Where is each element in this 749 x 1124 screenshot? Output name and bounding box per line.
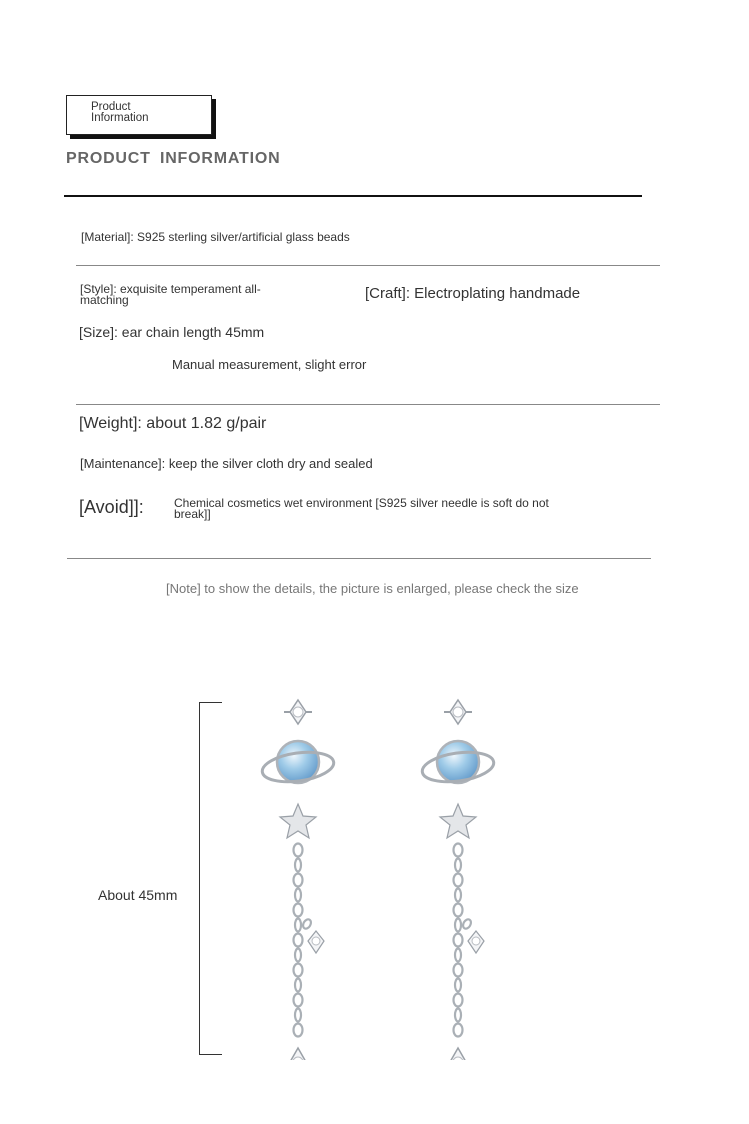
tag-line-2: Information: [91, 112, 149, 124]
length-bracket: [199, 702, 222, 1055]
spec-style: [Style]: exquisite temperament all-matching: [80, 282, 261, 307]
spec-weight: [Weight]: about 1.82 g/pair: [79, 415, 267, 432]
divider: [76, 265, 660, 266]
spec-avoid-text: Chemical cosmetics wet environment [S925 silver needle is soft do not break]]: [174, 496, 549, 521]
earring-left: [260, 700, 335, 1060]
page-title: PRODUCT INFORMATION: [66, 150, 281, 167]
spec-avoid-label: [Avoid]]:: [79, 497, 144, 517]
spec-size: [Size]: ear chain length 45mm: [79, 324, 265, 340]
length-label: About 45mm: [98, 887, 178, 903]
product-information-tag: [66, 95, 212, 135]
tag-line-1: Product: [91, 101, 131, 113]
earring-right: [420, 700, 495, 1060]
spec-material: [Material]: S925 sterling silver/artificial glass beads: [81, 230, 350, 244]
divider: [76, 404, 660, 405]
title-divider: [64, 195, 642, 197]
note-text: [Note] to show the details, the picture is enlarged, please check the size: [166, 581, 579, 596]
spec-maintenance: [Maintenance]: keep the silver cloth dry and sealed: [80, 456, 373, 471]
spec-size-note: Manual measurement, slight error: [172, 357, 367, 372]
divider: [67, 558, 651, 559]
spec-craft: [Craft]: Electroplating handmade: [365, 285, 581, 302]
tag-label: [91, 102, 149, 124]
earrings-illustration: [230, 690, 530, 1060]
